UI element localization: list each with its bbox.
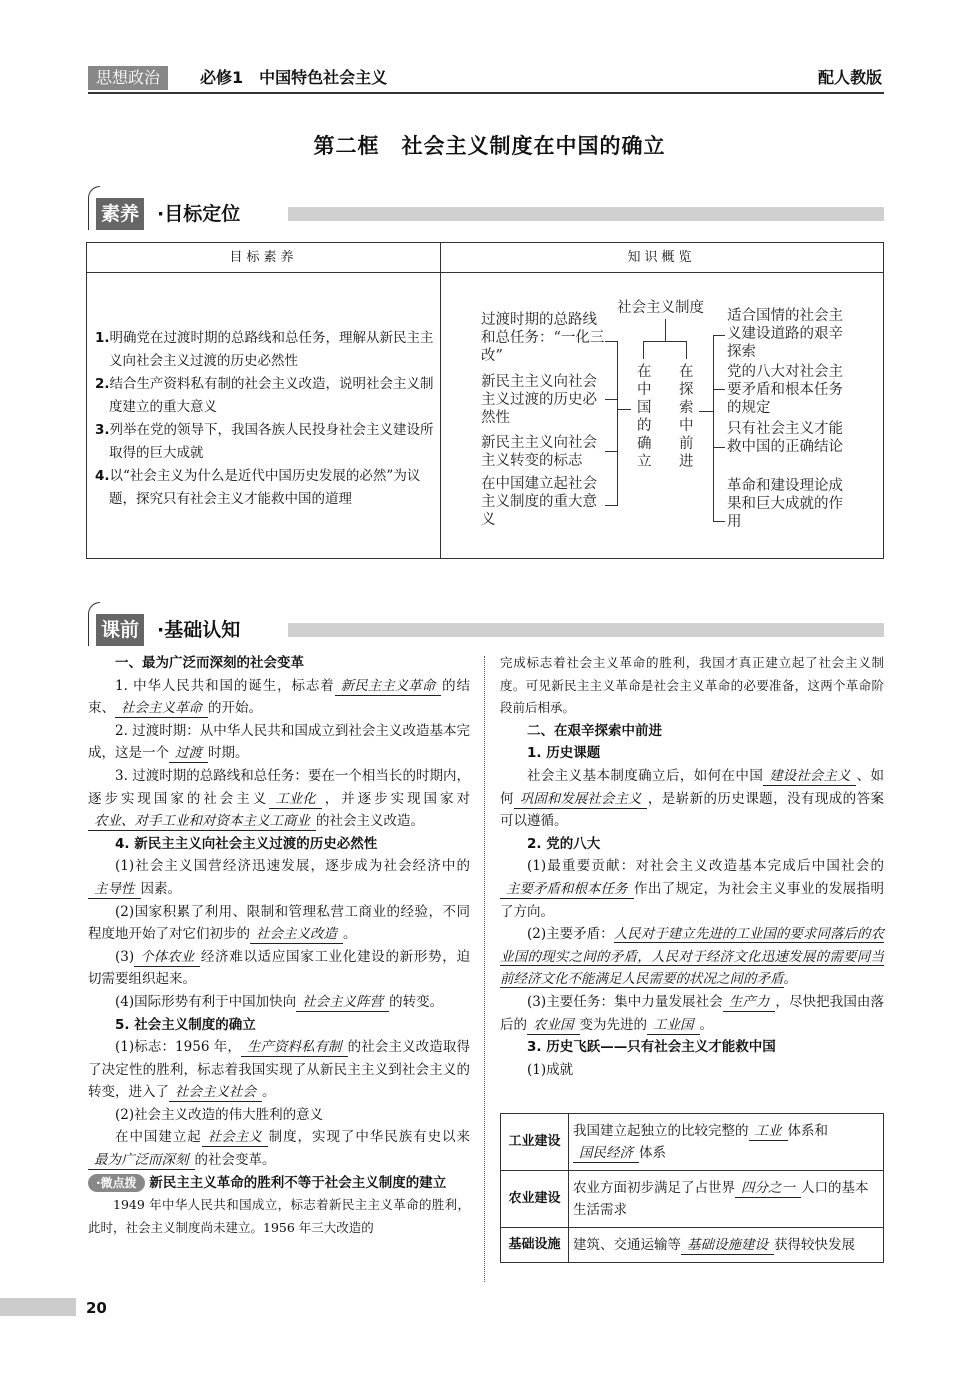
table-row: [501, 1171, 884, 1228]
paragraph: (4)国际形势有利于中国加快向 社会主义阵营 的转变。: [115, 993, 444, 1010]
row-label: 农业建设: [501, 1171, 569, 1228]
goal-list: [95, 327, 435, 511]
subheading: 3. 历史飞跃——只有社会主义才能救中国: [527, 1039, 776, 1056]
map-right-item: 适合国情的社会主义建设道路的艰辛探索: [727, 308, 843, 360]
fill-blank: 四分之一: [735, 1179, 801, 1198]
right-column: [500, 652, 884, 1081]
map-right-branch: 在探索中前进: [679, 364, 694, 470]
fill-blank: 新民主主义革命: [335, 677, 442, 696]
row-label: 基础设施: [501, 1228, 569, 1263]
fill-blank: 农业国: [527, 1016, 580, 1035]
map-connector: [605, 399, 617, 400]
column-divider: [484, 656, 485, 1282]
paragraph: (1)社会主义国营经济迅速发展，逐步成为社会经济中的主导性 因素。: [88, 855, 470, 900]
edition-label: 配人教版: [817, 68, 882, 87]
goals-table: [86, 242, 884, 559]
fill-blank: 社会主义改造: [250, 925, 343, 944]
row-content: 建筑、交通运输等 基础设施建设 获得较快发展: [569, 1228, 884, 1263]
fill-blank: 社会主义阵营: [296, 993, 389, 1012]
paragraph: 3. 过渡时期的总路线和总任务：要在一个相当长的时期内，逐步实现国家的社会主义 工业化 ，并逐步实现国家对农业、对手工业和对资本主义工商业 的社会主义改造。: [88, 767, 471, 830]
tip-heading: ·微点拨 新民主主义革命的胜利不等于社会主义制度的建立: [88, 1172, 470, 1195]
map-left-item: 新民主主义向社会主义转变的标志: [481, 435, 597, 469]
fill-blank: 主要矛盾和根本任务: [500, 880, 634, 899]
map-left-item: 过渡时期的总路线和总任务：“一化三改”: [481, 312, 605, 364]
paragraph: (3) 个体农业 经济难以适应国家工业化建设的新形势，迫切需要组织起来。: [88, 948, 470, 988]
map-connector: [617, 409, 631, 410]
paragraph: (1)成就: [527, 1061, 574, 1078]
tip-body: 1949 年中华人民共和国成立，标志着新民主主义革命的胜利，此时，社会主义制度尚未建立。1956 年三大改造的: [88, 1197, 470, 1235]
tip-badge: ·微点拨: [88, 1174, 145, 1192]
map-root: 社会主义制度: [617, 300, 704, 316]
map-left-item: 新民主主义向社会主义过渡的历史必然性: [481, 374, 597, 426]
section-heading-preclass: [88, 602, 884, 648]
footer-bar: [0, 1298, 76, 1316]
subheading: 1. 历史课题: [527, 745, 601, 762]
subject-tag: 思想政治: [88, 66, 168, 90]
paragraph: (2)社会主义改造的伟大胜利的意义: [115, 1106, 324, 1123]
section-bar: [288, 623, 884, 637]
map-left-item: 在中国建立起社会主义制度的重大意义: [481, 476, 597, 528]
fill-blank: 最为广泛而深刻: [88, 1151, 195, 1170]
map-right-item: 革命和建设理论成果和巨大成就的作用: [727, 478, 843, 530]
paragraph: (3)主要任务：集中力量发展社会 生产力 ，尽快把我国由落后的 农业国 变为先进的 工业国 。: [500, 993, 885, 1033]
row-content: 农业方面初步满足了占世界 四分之一 人口的基本生活需求: [569, 1171, 884, 1228]
map-connector: [713, 521, 725, 522]
fill-blank: 人民对于建立先进的工业国的要求同落后的农业国的现实之间的矛盾，人民对于经济文化迅速发展的需要同当前经济文化不能满足人民需要的状况之间的矛盾: [500, 926, 885, 988]
fill-blank: 社会主义: [202, 1128, 268, 1147]
subheading: 4. 新民主主义向社会主义过渡的历史必然性: [115, 835, 378, 852]
map-connector: [605, 505, 617, 506]
fill-blank: 过渡: [169, 744, 208, 763]
fill-blank: 生产资料私有制: [241, 1038, 348, 1057]
map-connector: [713, 335, 725, 336]
goal-item: 1.明确党在过渡时期的总路线和总任务，理解从新民主主义向社会主义过渡的历史必然性: [95, 330, 434, 369]
row-content: 我国建立起独立的比较完整的 工业 体系和国民经济 体系: [569, 1114, 884, 1171]
map-connector: [643, 341, 687, 342]
section-bar: [288, 207, 884, 221]
fill-blank: 基础设施建设: [681, 1236, 774, 1255]
map-right-item: 党的八大对社会主要矛盾和根本任务的规定: [727, 364, 843, 416]
fill-blank: 工业: [749, 1122, 788, 1141]
table-row: [501, 1228, 884, 1263]
overview-col-header: 知识概览: [440, 243, 883, 273]
goal-item: 2.结合生产资料私有制的社会主义改造，说明社会主义制度建立的重大意义: [95, 376, 434, 415]
map-left-branch: 在中国的确立: [637, 364, 652, 470]
fill-blank: 社会主义革命: [115, 699, 208, 718]
achievements-table: [500, 1113, 884, 1263]
tip-body-continued: 完成标志着社会主义革命的胜利，我国才真正建立起了社会主义制度。可见新民主主义革命是社会主义革命的必要准备，这两个革命阶段前后相承。: [500, 655, 884, 716]
section-title: ·目标定位: [157, 203, 241, 225]
goal-item: 4.以“社会主义为什么是近代中国历史发展的必然”为议题，探究只有社会主义才能救中国的道理: [95, 468, 421, 507]
running-header: [88, 64, 884, 94]
section-title: ·基础认知: [157, 619, 241, 641]
paragraph: (1)标志：1956 年， 生产资料私有制 的社会主义改造取得了决定性的胜利，标志着我国实现了从新民主主义到社会主义的转变，进入了 社会主义社会 。: [88, 1039, 470, 1101]
goals-col-header: 目标素养: [87, 243, 440, 273]
goal-item: 3.列举在党的领导下，我国各族人民投身社会主义建设所取得的巨大成就: [95, 422, 434, 461]
subheading: 5. 社会主义制度的确立: [115, 1016, 256, 1033]
heading: 二、在艰辛探索中前进: [527, 722, 662, 739]
paragraph: (1)最重要贡献：对社会主义改造基本完成后中国社会的主要矛盾和根本任务 作出了规定，为社会主义事业的发展指明了方向。: [500, 858, 884, 920]
fill-blank: 工业化: [269, 790, 322, 809]
section-box: 素养: [96, 198, 144, 230]
subheading: 2. 党的八大: [527, 835, 601, 852]
fill-blank: 生产力: [723, 993, 776, 1012]
row-label: 工业建设: [501, 1114, 569, 1171]
fill-blank: 建设社会主义: [763, 767, 856, 786]
left-column: [88, 652, 470, 1239]
map-connector: [605, 451, 617, 452]
map-right-item: 只有社会主义才能救中国的正确结论: [727, 421, 843, 455]
lesson-title: 第二框 社会主义制度在中国的确立: [313, 134, 666, 158]
map-connector: [713, 389, 725, 390]
map-connector: [699, 411, 713, 412]
map-connector: [643, 341, 644, 359]
fill-blank: 农业、对手工业和对资本主义工商业: [88, 812, 316, 831]
fill-blank: 工业国: [647, 1016, 700, 1035]
page-number: 20: [86, 1299, 107, 1317]
map-connector: [617, 341, 618, 506]
section-heading-goals: [88, 186, 884, 232]
map-connector: [686, 341, 687, 359]
paragraph: (2)国家积累了利用、限制和管理私营工商业的经验，不同程度地开始了对它们初步的 社会主义改造 。: [88, 903, 470, 943]
fill-blank: 个体农业: [134, 948, 200, 967]
section-box: 课前: [96, 614, 144, 646]
map-connector: [665, 319, 666, 341]
fill-blank: 主导性: [88, 880, 141, 899]
paragraph: (2)主要矛盾：人民对于建立先进的工业国的要求同落后的农业国的现实之间的矛盾，人民对于经济文化迅速发展的需要同当前经济文化不能满足人民需要的状况之间的矛盾。: [500, 926, 885, 988]
map-connector: [713, 335, 714, 521]
book-title: 必修1 中国特色社会主义: [200, 68, 388, 87]
map-connector: [605, 341, 617, 342]
fill-blank: 巩固和发展社会主义: [514, 790, 648, 809]
table-divider: [440, 243, 441, 558]
paragraph: 2. 过渡时期：从中华人民共和国成立到社会主义改造基本完成，这是一个 过渡 时期。: [88, 722, 470, 762]
paragraph: 社会主义基本制度确立后，如何在中国 建设社会主义 、如何 巩固和发展社会主义 ，是崭新的历史课题，没有现成的答案可以遵循。: [500, 767, 885, 830]
table-row: [501, 1114, 884, 1171]
paragraph: 1. 中华人民共和国的诞生，标志着 新民主主义革命 的结束、 社会主义革命 的开始。: [88, 677, 471, 717]
fill-blank: 国民经济: [573, 1144, 639, 1163]
paragraph: 在中国建立起 社会主义 制度，实现了中华民族有史以来最为广泛而深刻 的社会变革。: [88, 1126, 470, 1171]
fill-blank: 社会主义社会: [169, 1083, 262, 1102]
heading: 一、最为广泛而深刻的社会变革: [115, 655, 304, 671]
map-connector: [713, 447, 725, 448]
